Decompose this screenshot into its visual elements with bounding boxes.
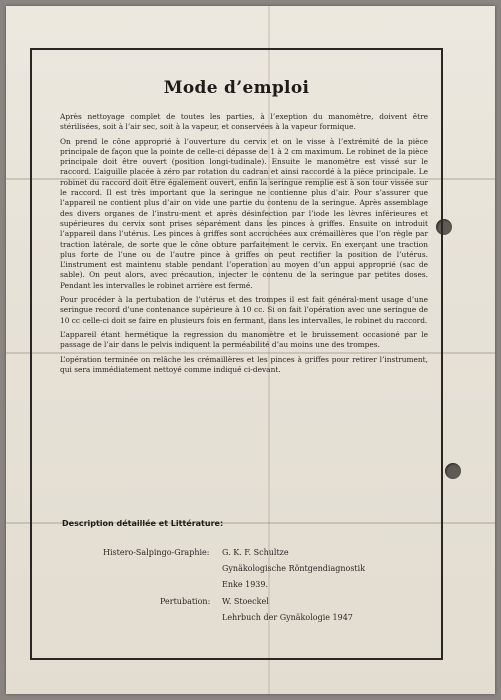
instructions-body (60, 112, 428, 379)
paragraph-permeability: L’appareil étant hermétique la regression du manomètre et le bruissement occasioné par le passage de l’air dans le pelvis indiquent la perméabilité d’au moins une des trompes. (60, 329, 428, 350)
reference-publisher: Enke 1939. (222, 579, 269, 589)
document-title: Mode d’emploi (163, 78, 310, 98)
reference-author: W. Stoeckel (222, 597, 269, 606)
reference-hsg (222, 545, 365, 592)
paragraph-procedure: On prend le cône approprié à l’ouverture du cervix et on le visse à l’extrémité de la pièce principale de façon que la pointe de celle-ci dépasse de 1 à 2 cm maximum. Le robinet de la pièce principale doit être ouvert (position longi-tudinale). Ensuite le manomètre est vissé sur le raccord. L’aiguille placée à zéro par rotation du cadran et ainsi raccordé à la pièce principale. Le robinet du raccord doit être également ouvert, enfin la seringue remplie est à son tour vissée sur le raccord. Il est très important que la seringue ne contienne plus d’air. Pour s’assurer que l’appareil ne contient plus d’air on vide une partie du contenu de la seringue. Après assemblage des divers organes de l’instru-ment et après désinfection par l’iode les lèvres inférieures et supérieures du cervix sont prises séparément dans les pinces à griffes. Ensuite on introduit l’appareil dans l’utérus. Les pinces à griffes sont accrochées aux crémaillères que l’on règle par traction latérale, de sorte que le cône obture parfaitement le cervix. En exerçant une traction plus forte de l’une ou de l’autre pince à griffes on peut rectifier la position de l’utérus. L’instrument est maintenu stable pendant l’operation au moyen d’un appui approprié (sac de sable). On peut alors, avec précaution, injecter le contenu de la seringue par petites doses. Pendant les intervalles le robinet arrière est fermé. (60, 136, 428, 290)
reference-label-pertubation: Pertubation: (160, 597, 211, 606)
description-title: Description détaillée et Littérature: (62, 519, 224, 528)
punch-hole (445, 463, 461, 479)
paragraph-completion: L’opération terminée on relâche les crémaillères et les pinces à griffes pour retirer l’instrument, qui sera immédiatement nettoyé comme indiqué ci-devant. (60, 354, 428, 374)
reference-author: G. K. F. Schultze (222, 548, 289, 557)
reference-book: Gynäkologische Röntgendiagnostik (222, 563, 366, 573)
paragraph-cleaning: Après nettoyage complet de toutes les parties, à l’exeption du manomètre, doivent être stérilisées, soit à l’air sec, soit à la vapeur, et conservées à la vapeur formique. (60, 112, 428, 132)
reference-pertubation (222, 594, 353, 626)
reference-label-hsg: Histero-Salpingo-Graphie: (103, 548, 210, 557)
paragraph-pertubation: Pour procéder à la pertubation de l’utérus et des trompes il est fait général-ment usage d’une seringue record d’une contenance supérieure à 10 cc. Si on fait l’opération avec une seringue de 10 cc celle-ci doit se faire en plusieurs fois en fermant, dans les intervalles, le robinet du raccord. (60, 295, 428, 325)
reference-book: Lehrbuch der Gynäkologie 1947 (222, 612, 353, 622)
